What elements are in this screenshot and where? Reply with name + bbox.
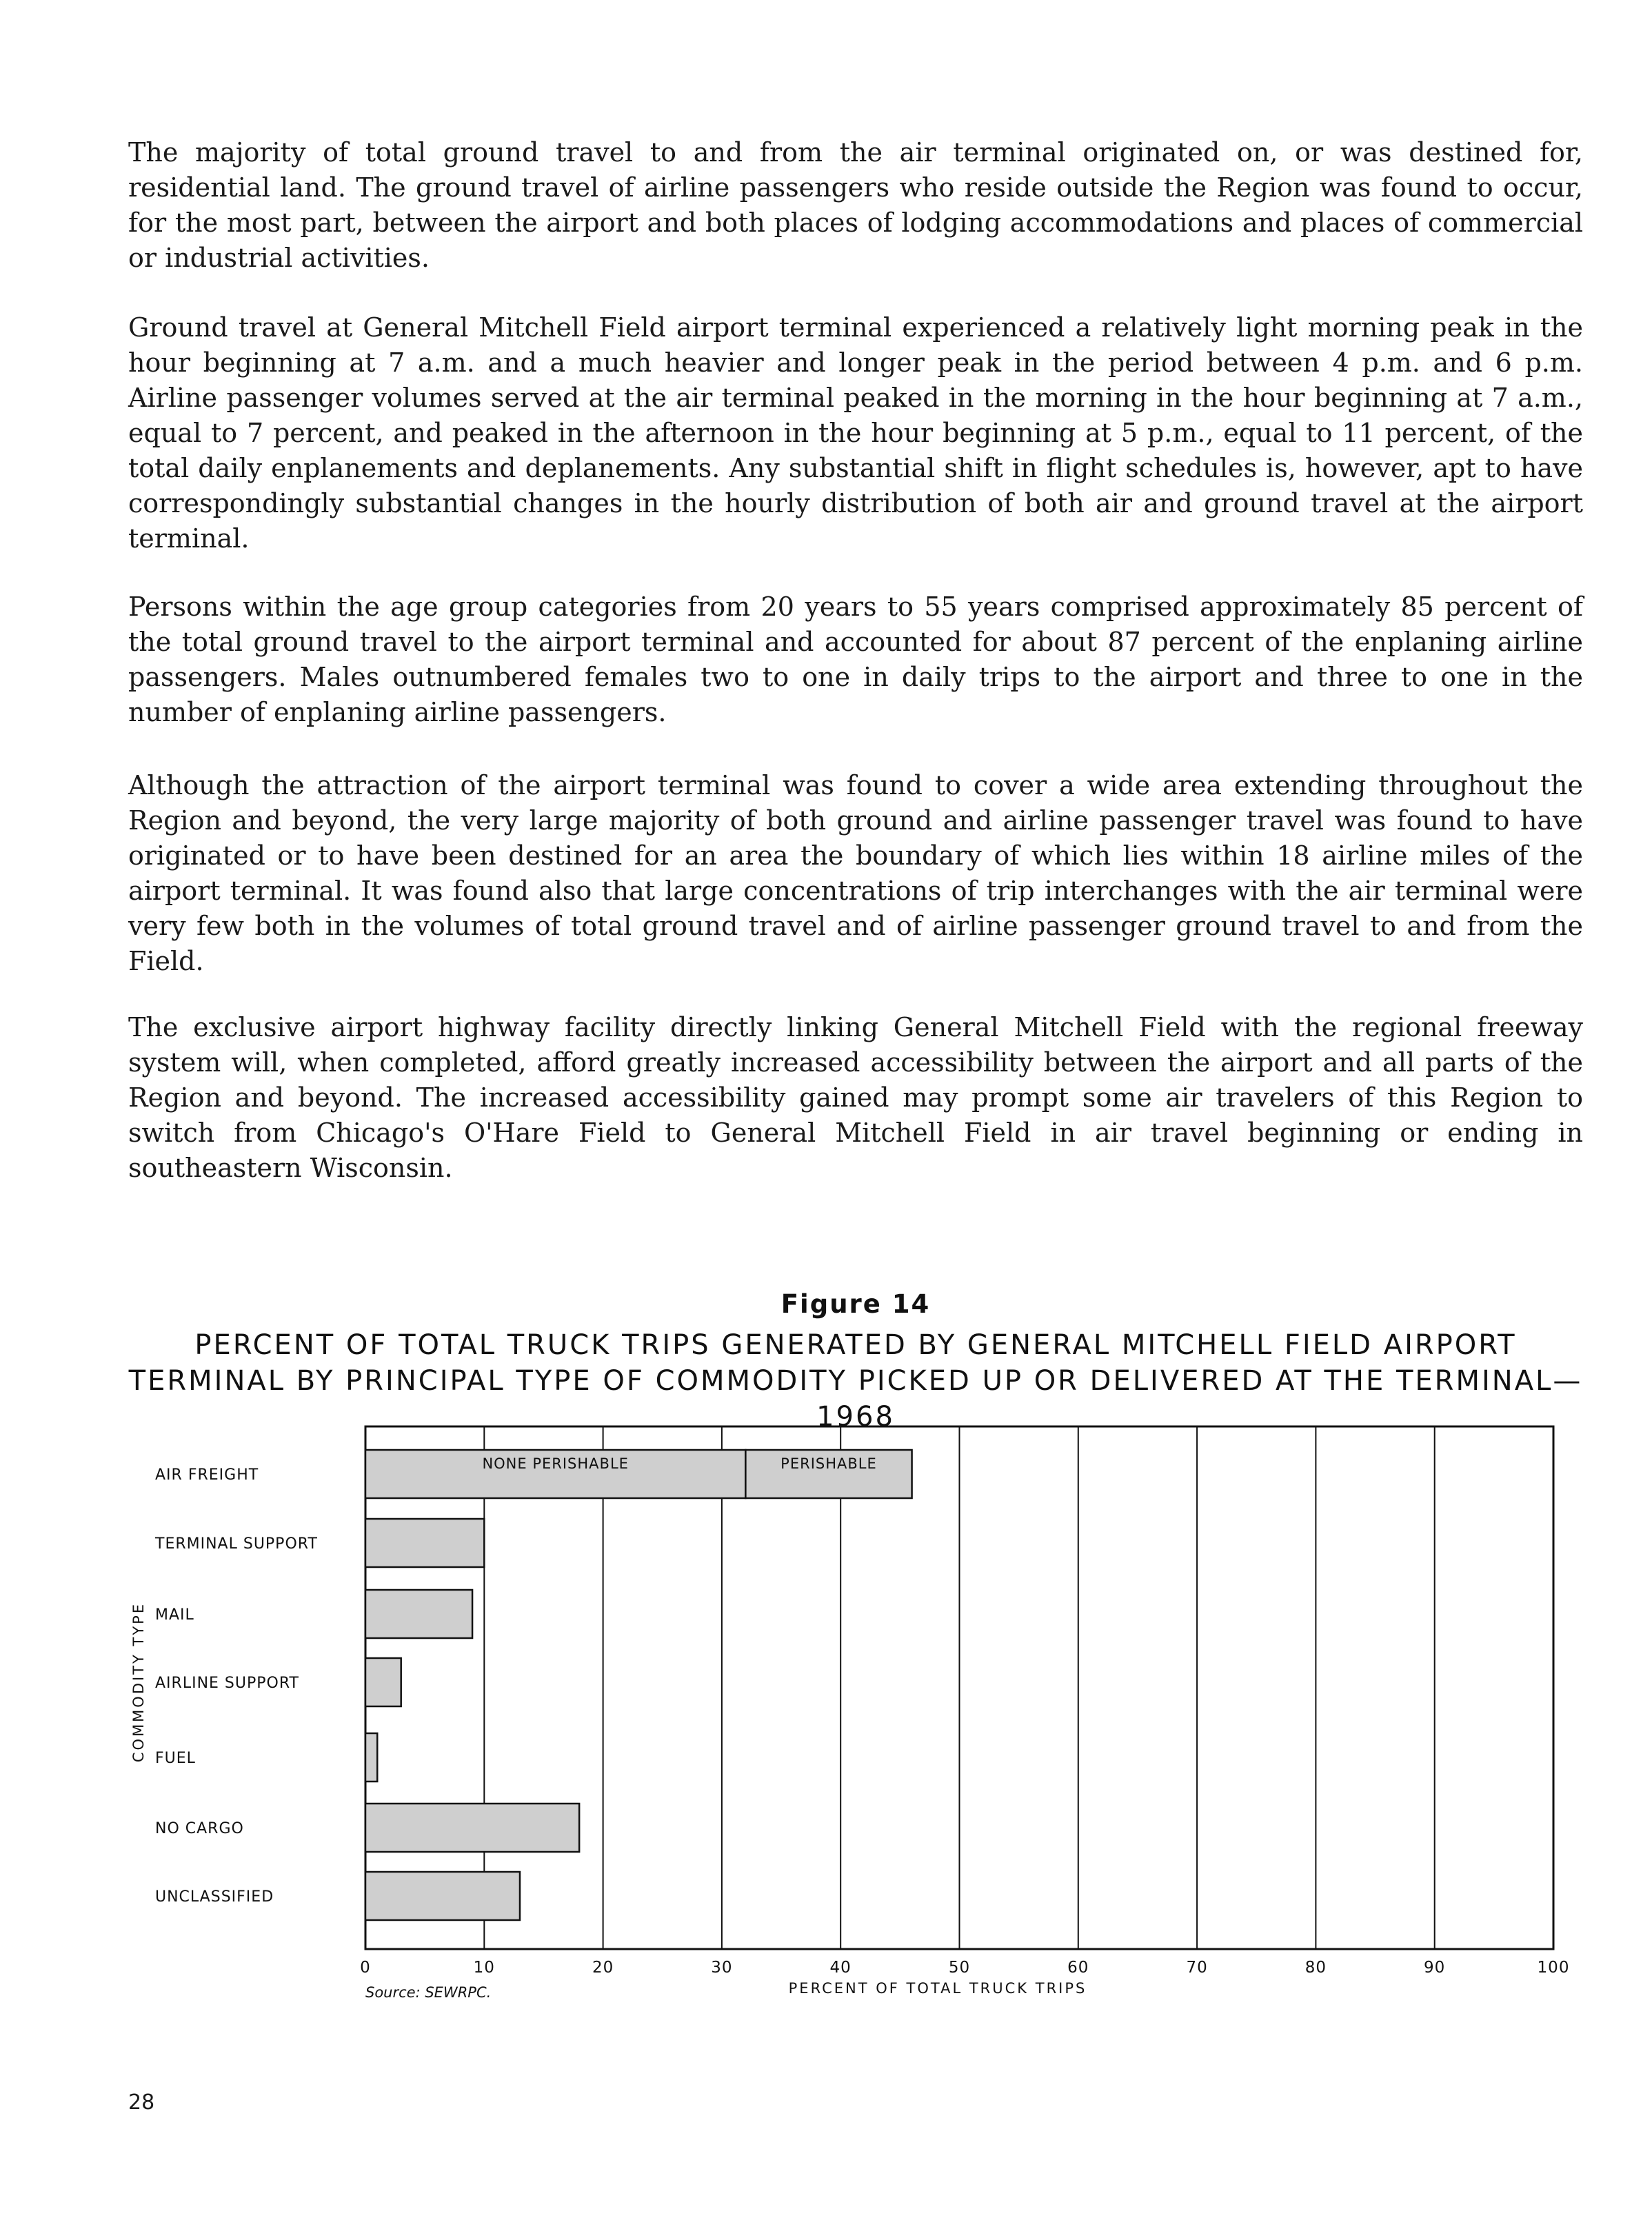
tick-label-0: 0 [360, 1959, 371, 1977]
tick-label-90: 90 [1424, 1959, 1446, 1977]
segment-label-none-perishable: NONE PERISHABLE [482, 1455, 629, 1472]
category-label-mail: MAIL [155, 1606, 194, 1624]
tick-label-100: 100 [1537, 1959, 1570, 1977]
tick-label-40: 40 [829, 1959, 852, 1977]
segment-label-perishable: PERISHABLE [780, 1455, 877, 1472]
category-label-air-freight: AIR FREIGHT [155, 1466, 259, 1484]
bar-unclassified [365, 1872, 520, 1920]
paragraph-land-use: The majority of total ground travel to and from the air terminal originated on, or was destined for, residential land. The ground travel of airline passengers who reside outside the Region was found to occur, for the most part, between the airport and both places of lodging accommodations and places of commercial or industrial activities. [128, 137, 1583, 273]
tick-label-70: 70 [1186, 1959, 1208, 1977]
category-label-terminal-support: TERMINAL SUPPORT [155, 1535, 318, 1553]
source-note: Source: SEWRPC. [365, 1984, 492, 2001]
tick-label-10: 10 [473, 1959, 495, 1977]
bar-no-cargo [365, 1804, 579, 1852]
tick-label-60: 60 [1067, 1959, 1089, 1977]
bar-terminal-support [365, 1519, 484, 1567]
tick-label-50: 50 [948, 1959, 971, 1977]
category-label-unclassified: UNCLASSIFIED [155, 1888, 274, 1906]
bar-fuel [365, 1733, 377, 1782]
page-number: 28 [128, 2090, 155, 2115]
tick-label-20: 20 [592, 1959, 614, 1977]
x-axis-title: PERCENT OF TOTAL TRUCK TRIPS [788, 1980, 1087, 1997]
category-label-airline-support: AIRLINE SUPPORT [155, 1675, 299, 1692]
y-axis-title: COMMODITY TYPE [130, 1602, 147, 1763]
category-label-fuel: FUEL [155, 1750, 196, 1767]
category-label-no-cargo: NO CARGO [155, 1820, 244, 1837]
paragraph-peak-hours: Ground travel at General Mitchell Field airport terminal experienced a relatively light morning peak in the hour beginning at 7 a.m. and a much heavier and longer peak in the period between 4 p.m. and 6 p.m. Airline passenger volumes served at the air terminal peaked in the morning in the hour beginning at 7 a.m., equal to 7 percent, and peaked in the afternoon in the hour beginning at 5 p.m., equal to 11 percent, of the total daily enplanements and deplanements. Any substantial shift in flight schedules is, however, apt to have correspondingly substantial changes in the hourly distribution of both air and ground travel at the airport terminal. [128, 312, 1583, 554]
figure-title: PERCENT OF TOTAL TRUCK TRIPS GENERATED BY GENERAL MITCHELL FIELD AIRPORT TERMINAL BY PRINCIPAL TYPE OF COMMODITY PICKED UP OR DELIVERED AT THE TERMINAL—1968 [128, 1329, 1583, 1433]
tick-label-80: 80 [1305, 1959, 1327, 1977]
bar-airline-support [365, 1658, 401, 1706]
paragraph-attraction-area: Although the attraction of the airport terminal was found to cover a wide area extending throughout the Region and beyond, the very large majority of both ground and airline passenger travel was found to have originated or to have been destined for an area the boundary of which lies within 18 airline miles of the airport terminal. It was found also that large concentrations of trip interchanges with the air terminal were very few both in the volumes of total ground travel and of airline passenger ground travel to and from the Field. [128, 770, 1583, 976]
paragraph-highway-facility: The exclusive airport highway facility directly linking General Mitchell Field with the regional freeway system will, when completed, afford greatly increased accessibility between the airport and all parts of the Region and beyond. The increased accessibility gained may prompt some air travelers of this Region to switch from Chicago's O'Hare Field to General Mitchell Field in air travel beginning or ending in southeastern Wisconsin. [128, 1012, 1583, 1183]
figure-label: Figure 14 [780, 1289, 931, 1319]
bar-mail [365, 1590, 472, 1638]
paragraph-age-groups: Persons within the age group categories from 20 years to 55 years comprised approximately 85 percent of the total ground travel to the airport terminal and accounted for about 87 percent of the enplaning airline passengers. Males outnumbered females two to one in daily trips to the airport and three to one in the number of enplaning airline passengers. [128, 592, 1583, 727]
tick-label-30: 30 [711, 1959, 733, 1977]
